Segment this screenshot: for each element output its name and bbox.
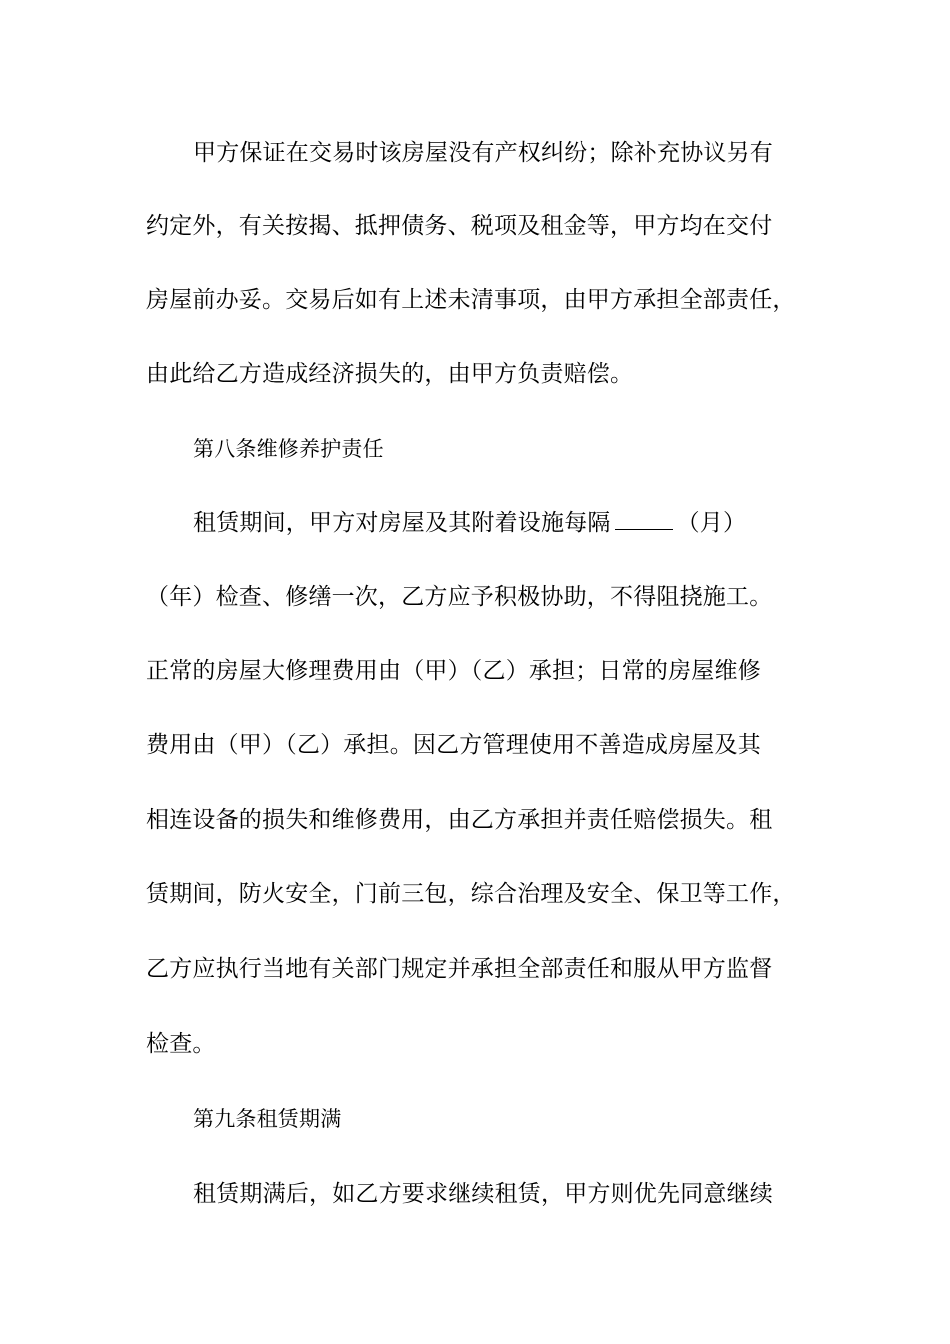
- paragraph-1-line-3: 房屋前办妥。交易后如有上述未清事项，由甲方承担全部责任，: [146, 287, 796, 313]
- fill-in-blank: [615, 509, 673, 530]
- article-8-line-1-before: 租赁期间，甲方对房屋及其附着设施每隔: [193, 510, 611, 536]
- article-8-line-5: 相连设备的损失和维修费用，由乙方承担并责任赔偿损失。租: [146, 807, 773, 833]
- article-8-heading: 第八条维修养护责任: [193, 437, 384, 461]
- paragraph-1-line-1: 甲方保证在交易时该房屋没有产权纠纷；除补充协议另有: [193, 140, 773, 166]
- article-8-line-3: 正常的房屋大修理费用由（甲）（乙）承担；日常的房屋维修: [146, 658, 761, 684]
- article-8-line-2: （年）检查、修缮一次，乙方应予积极协助，不得阻挠施工。: [146, 584, 773, 610]
- article-9-heading: 第九条租赁期满: [193, 1107, 342, 1131]
- article-8-line-8: 检查。: [146, 1031, 216, 1057]
- paragraph-1-line-2: 约定外，有关按揭、抵押债务、税项及租金等，甲方均在交付: [146, 213, 773, 239]
- article-8-line-7: 乙方应执行当地有关部门规定并承担全部责任和服从甲方监督: [146, 956, 773, 982]
- article-9-line-1: 租赁期满后，如乙方要求继续租赁，甲方则优先同意继续: [193, 1181, 773, 1207]
- article-8-line-6: 赁期间，防火安全，门前三包，综合治理及安全、保卫等工作，: [146, 881, 796, 907]
- article-8-line-4: 费用由（甲）（乙）承担。因乙方管理使用不善造成房屋及其: [146, 732, 761, 758]
- article-8-line-1-after: （月）: [676, 510, 747, 536]
- article-8-line-1: [193, 508, 746, 538]
- paragraph-1-line-4: 由此给乙方造成经济损失的，由甲方负责赔偿。: [146, 361, 634, 387]
